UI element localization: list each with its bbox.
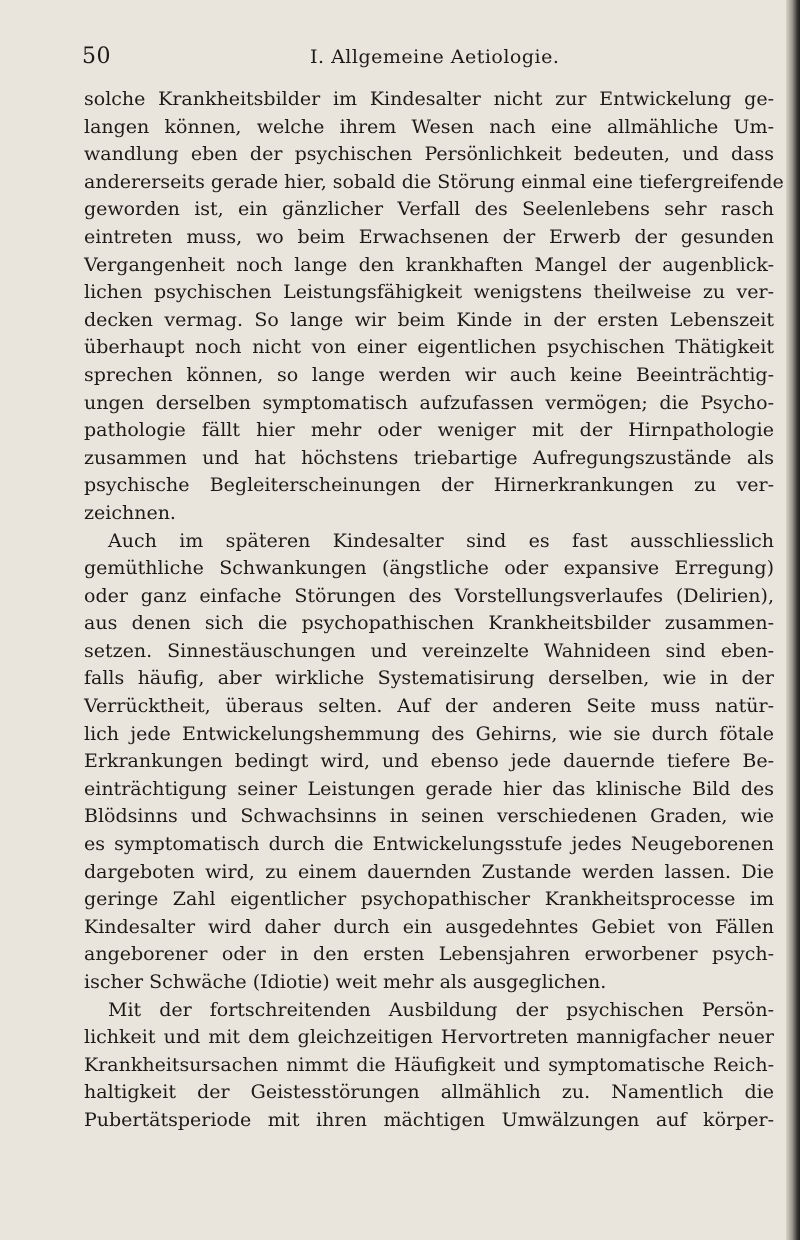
text-line: aus denen sich die psychopathischen Krankheitsbilder zusammen- <box>84 612 774 635</box>
text-line: lich jede Entwickelungshemmung des Gehirns, wie sie durch fötale <box>84 722 774 745</box>
text-line: Kindesalter wird daher durch ein ausgedehntes Gebiet von Fällen <box>84 915 774 938</box>
text-line: solche Krankheitsbilder im Kindesalter nicht zur Entwickelung ge- <box>84 88 774 110</box>
text-line: Verrücktheit, überaus selten. Auf der anderen Seite muss natür- <box>84 695 774 718</box>
page-edge-shadow <box>786 0 800 1240</box>
text-line: zeichnen. <box>84 501 176 524</box>
text-line: pathologie fällt hier mehr oder weniger mit der Hirnpathologie <box>84 419 774 442</box>
text-line: zusammen und hat höchstens triebartige Aufregungszustände als <box>84 446 774 469</box>
page-header <box>82 44 752 76</box>
text-line: lichen psychischen Leistungsfähigkeit wenigstens theilweise zu ver- <box>84 281 774 304</box>
text-line: Krankheitsursachen nimmt die Häufigkeit und symptomatische Reich- <box>84 1053 774 1076</box>
text-line: sprechen können, so lange werden wir auch keine Beeinträchtig- <box>84 363 774 386</box>
text-line: setzen. Sinnestäuschungen und vereinzelte Wahnideen sind eben- <box>84 639 774 662</box>
page-number: 50 <box>82 44 111 69</box>
text-line: haltigkeit der Geistesstörungen allmählich zu. Namentlich die <box>84 1081 774 1104</box>
text-line: psychische Begleiterscheinungen der Hirnerkrankungen zu ver- <box>84 474 774 497</box>
text-line: überhaupt noch nicht von einer eigentlichen psychischen Thätigkeit <box>84 336 774 359</box>
body-text <box>84 86 784 1135</box>
text-line: angeborener oder in den ersten Lebensjahren erworbener psych- <box>84 943 774 966</box>
text-line: andererseits gerade hier, sobald die Störung einmal eine tiefergreifende <box>84 170 784 193</box>
text-line: ungen derselben symptomatisch aufzufassen vermögen; die Psycho- <box>84 391 774 414</box>
text-line: lichkeit und mit dem gleichzeitigen Hervortreten mannigfacher neuer <box>84 1026 774 1049</box>
text-line: oder ganz einfache Störungen des Vorstellungsverlaufes (Delirien), <box>84 584 774 607</box>
text-line: langen können, welche ihrem Wesen nach eine allmähliche Um- <box>84 115 774 138</box>
text-line: Vergangenheit noch lange den krankhaften Mangel der augenblick- <box>84 253 774 276</box>
text-line: wandlung eben der psychischen Persönlichkeit bedeuten, und dass <box>84 143 774 166</box>
text-line: Erkrankungen bedingt wird, und ebenso jede dauernde tiefere Be- <box>84 750 774 773</box>
paragraph-start-line: Auch im späteren Kindesalter sind es fast ausschliesslich <box>108 529 774 552</box>
text-line: geworden ist, ein gänzlicher Verfall des Seelenlebens sehr rasch <box>84 198 774 221</box>
text-line: geringe Zahl eigentlicher psychopathischer Krankheitsprocesse im <box>84 888 774 911</box>
paragraph-start-line: Mit der fortschreitenden Ausbildung der psychischen Persön- <box>108 998 774 1021</box>
text-line: eintreten muss, wo beim Erwachsenen der Erwerb der gesunden <box>84 225 774 248</box>
text-line: decken vermag. So lange wir beim Kinde in der ersten Lebenszeit <box>84 308 774 331</box>
running-title: I. Allgemeine Aetiologie. <box>310 46 560 68</box>
text-line: Blödsinns und Schwachsinns in seinen verschiedenen Graden, wie <box>84 805 774 828</box>
text-line: gemüthliche Schwankungen (ängstliche oder expansive Erregung) <box>84 557 774 580</box>
text-line: dargeboten wird, zu einem dauernden Zustande werden lassen. Die <box>84 860 774 883</box>
text-line: es symptomatisch durch die Entwickelungsstufe jedes Neugeborenen <box>84 833 774 856</box>
text-line: ischer Schwäche (Idiotie) weit mehr als ausgeglichen. <box>84 971 607 993</box>
text-line: einträchtigung seiner Leistungen gerade hier das klinische Bild des <box>84 777 774 800</box>
text-line: Pubertätsperiode mit ihren mächtigen Umwälzungen auf körper- <box>84 1108 774 1131</box>
text-line: falls häufig, aber wirkliche Systematisirung derselben, wie in der <box>84 667 774 690</box>
